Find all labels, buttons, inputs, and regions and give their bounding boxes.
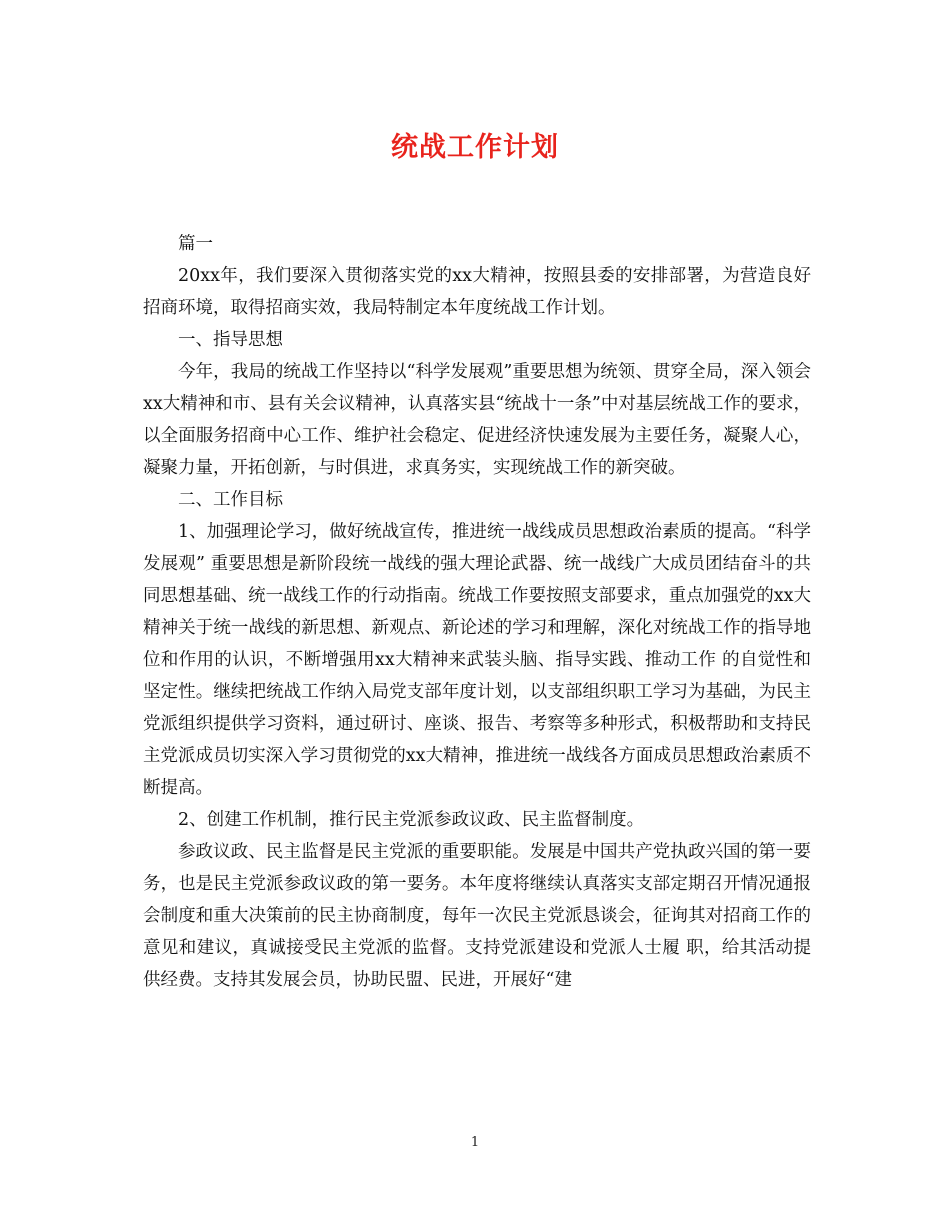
document-title: 统战工作计划	[391, 132, 559, 163]
heading-guiding-thought: 一、指导思想	[178, 330, 283, 350]
document-body	[143, 228, 811, 996]
paragraph-goal-2: 参政议政、民主监督是民主党派的重要职能。发展是中国共产党执政兴国的第一要务，也是民主党派参政议政的第一要务。本年度将继续认真落实支部定期召开情况通报会制度和重大决策前的民主协商制度，每年一次民主党派恳谈会，征询其对招商工作的意见和建议，真诚接受民主党派的监督。支持党派建设和党派人士履 职，给其活动提供经费。支持其发展会员，协助民盟、民进，开展好“建	[143, 842, 811, 990]
heading-goal-2: 2、创建工作机制，推行民主党派参政议政、民主监督制度。	[178, 810, 645, 830]
paragraph-intro: 20xx年，我们要深入贯彻落实党的xx大精神，按照县委的安排部署，为营造良好招商环境，取得招商实效，我局特制定本年度统战工作计划。	[143, 266, 811, 318]
paragraph-guiding-thought: 今年，我局的统战工作坚持以“科学发展观”重要思想为统领、贯穿全局，深入领会xx大精神和市、县有关会议精神，认真落实县“统战十一条”中对基层统战工作的要求，以全面服务招商中心工作、维护社会稳定、促进经济快速发展为主要任务，凝聚人心，凝聚力量，开拓创新，与时俱进，求真务实，实现统战工作的新突破。	[143, 362, 811, 478]
heading-work-goals: 二、工作目标	[178, 490, 283, 510]
paragraph-goal-1: 1、加强理论学习，做好统战宣传，推进统一战线成员思想政治素质的提高。“科学发展观” 重要思想是新阶段统一战线的强大理论武器、统一战线广大成员团结奋斗的共同思想基础、统一战线工作的行动指南。统战工作要按照支部要求，重点加强党的xx大精神关于统一战线的新思想、新观点、新论述的学习和理解，深化对统战工作的指导地位和作用的认识，不断增强用xx大精神来武装头脑、指导实践、推动工作 的自觉性和坚定性。继续把统战工作纳入局党支部年度计划，以支部组织职工学习为基础，为民主党派组织提供学习资料，通过研讨、座谈、报告、考察等多种形式，积极帮助和支持民主党派成员切实深入学习贯彻党的xx大精神，推进统一战线各方面成员思想政治素质不断提高。	[143, 522, 811, 798]
paragraph-section-label: 篇一	[178, 234, 213, 254]
page-number: 1	[470, 1135, 480, 1150]
